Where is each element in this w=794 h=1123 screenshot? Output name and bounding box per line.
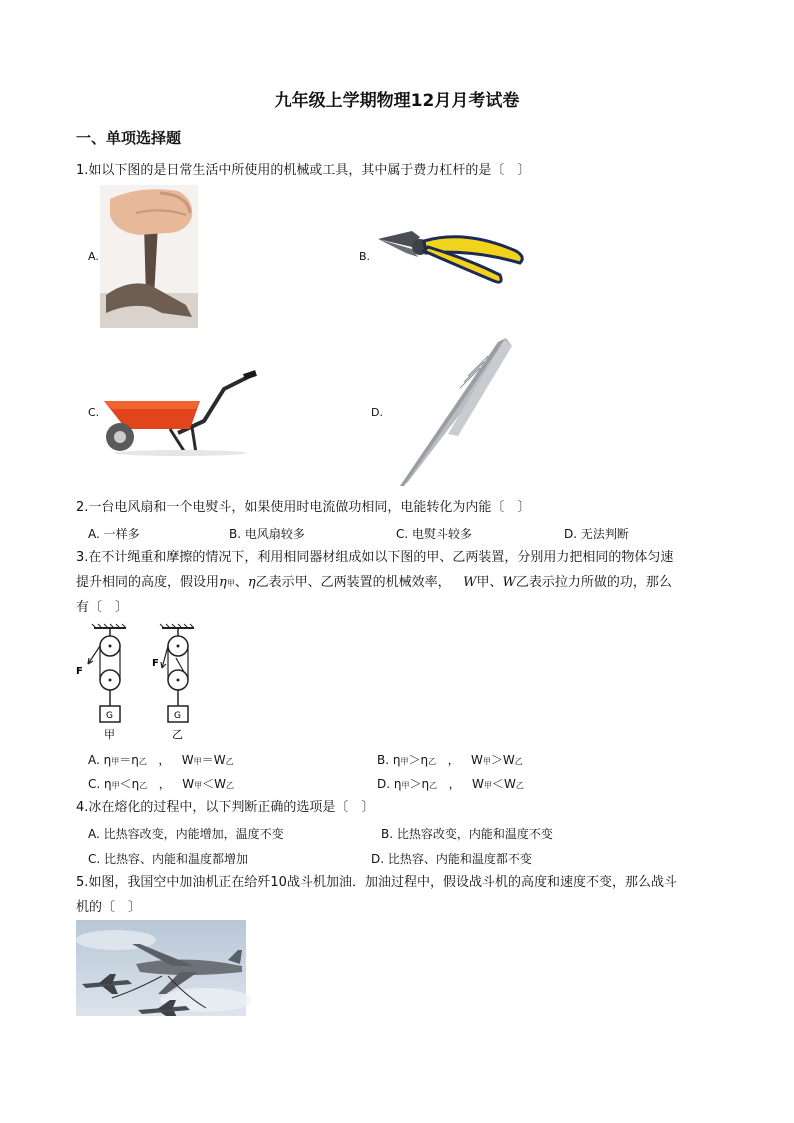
weight-label-right: G xyxy=(174,711,181,721)
caption-jia: 甲 xyxy=(104,728,115,741)
q1-option-b-label: B. xyxy=(359,250,371,263)
question-3-stem-line1: 3.在不计绳重和摩擦的情况下，利用相同器材组成如以下图的甲、乙两装置，分别用力把相同的物体匀速 xyxy=(76,550,674,565)
question-2-stem: 2.一台电风扇和一个电熨斗，如果使用时电流做功相同，电能转化为内能〔 〕 xyxy=(76,500,531,515)
question-4-stem: 4.冰在熔化的过程中，以下判断正确的选项是〔 〕 xyxy=(76,800,375,815)
question-5-stem-line2: 机的〔 〕 xyxy=(76,900,142,915)
q4-option-a[interactable]: A. 比热容改变，内能增加，温度不变 xyxy=(88,827,284,841)
q2-option-b[interactable]: B. 电风扇较多 xyxy=(229,527,305,541)
tweezers-icon xyxy=(398,336,514,488)
q3-option-d[interactable]: D. η甲＞η乙 ， W甲＜W乙 xyxy=(377,777,524,791)
q3-option-b[interactable]: B. η甲＞η乙 ， W甲＞W乙 xyxy=(377,753,523,767)
wheelbarrow-icon xyxy=(100,371,258,457)
q4-option-b[interactable]: B. 比热容改变，内能和温度不变 xyxy=(381,827,553,841)
caption-yi: 乙 xyxy=(172,728,183,741)
question-1-stem: 1.如以下图的是日常生活中所使用的机械或工具，其中属于费力杠杆的是〔 〕 xyxy=(76,163,531,178)
question-3-stem-line3: 有〔 〕 xyxy=(76,600,129,615)
q1-option-c-label: C. xyxy=(88,406,100,419)
force-label-right: F xyxy=(152,658,159,669)
question-5-stem-line1: 5.如图，我国空中加油机正在给歼10战斗机加油．加油过程中，假设战斗机的高度和速度不变，那么战斗 xyxy=(76,875,677,890)
force-label-left: F xyxy=(76,666,83,677)
q4-option-d[interactable]: D. 比热容、内能和温度都不变 xyxy=(371,852,532,866)
q2-option-c[interactable]: C. 电熨斗较多 xyxy=(396,527,473,541)
aerial-refueling-photo xyxy=(76,920,246,1023)
q2-option-d[interactable]: D. 无法判断 xyxy=(564,527,629,541)
q1-option-a-label: A. xyxy=(88,250,99,263)
pulley-diagram xyxy=(76,624,206,742)
q1-option-d-label: D. xyxy=(371,406,383,419)
question-3-stem-line2: 提升相同的高度，假设用η甲、η乙表示甲、乙两装置的机械效率， W甲、W乙表示拉力所做的功，那么 xyxy=(76,575,672,590)
weight-label-left: G xyxy=(106,711,113,721)
page-title: 九年级上学期物理12月月考试卷 xyxy=(274,91,520,111)
q2-option-a[interactable]: A. 一样多 xyxy=(88,527,140,541)
q3-option-a[interactable]: A. η甲＝η乙 ， W甲＝W乙 xyxy=(88,753,234,767)
q3-option-c[interactable]: C. η甲＜η乙 ， W甲＜W乙 xyxy=(88,777,234,791)
hammer-icon xyxy=(100,185,198,328)
q4-option-c[interactable]: C. 比热容、内能和温度都增加 xyxy=(88,852,249,866)
pliers-icon xyxy=(376,225,528,287)
section-heading: 一、单项选择题 xyxy=(76,129,182,147)
